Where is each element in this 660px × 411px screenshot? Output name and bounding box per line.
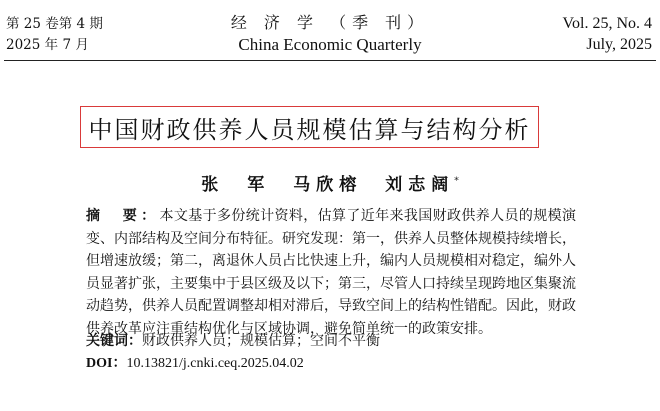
- issue-number-cn: 第 25 卷第 4 期: [6, 16, 103, 32]
- author-footnote-mark: *: [454, 176, 459, 187]
- volume-en: Vol. 25, No. 4: [562, 15, 652, 32]
- author-names: 张 军 马欣榕 刘志阔: [201, 175, 455, 195]
- title-highlight-box: [80, 106, 539, 148]
- abstract-label: 摘 要：: [86, 208, 160, 224]
- issue-date-en: July, 2025: [586, 36, 652, 53]
- author-line: [0, 170, 660, 195]
- journal-header: [0, 0, 660, 60]
- issue-info-en: [563, 13, 653, 55]
- doi-value[interactable]: 10.13821/j.cnki.ceq.2025.04.02: [126, 356, 304, 371]
- keywords-label: 关键词：: [86, 333, 142, 349]
- keywords: [86, 330, 380, 350]
- abstract: [86, 205, 576, 341]
- journal-name: [0, 12, 660, 56]
- journal-name-cn: 经 济 学 （季 刊）: [230, 13, 430, 32]
- issue-date-cn: 2025 年 7 月: [6, 37, 89, 53]
- paper-title: 中国财政供养人员规模估算与结构分析: [88, 115, 531, 144]
- keywords-text: 财政供养人员；规模估算；空间不平衡: [142, 333, 380, 349]
- doi-label: DOI：: [86, 356, 127, 371]
- journal-name-en: China Economic Quarterly: [238, 35, 422, 54]
- abstract-text: 本文基于多份统计资料，估算了近年来我国财政供养人员的规模演变、内部结构及空间分布特征。研究发现：第一，供养人员整体规模持续增长，但增速放缓；第二，离退休人员占比快速上升，编内人员规模相对稳定，编外人员显著扩张，主要集中于县区级及以下；第三，尽管人口持续呈现跨地区集聚流动趋势，供养人员配置调整却相对滞后，导致空间上的结构性错配。因此，财政供养改革应注重结构优化与区域协调，避免简单统一的政策安排。: [86, 208, 576, 337]
- doi-line: [86, 352, 304, 372]
- header-rule: [4, 60, 656, 61]
